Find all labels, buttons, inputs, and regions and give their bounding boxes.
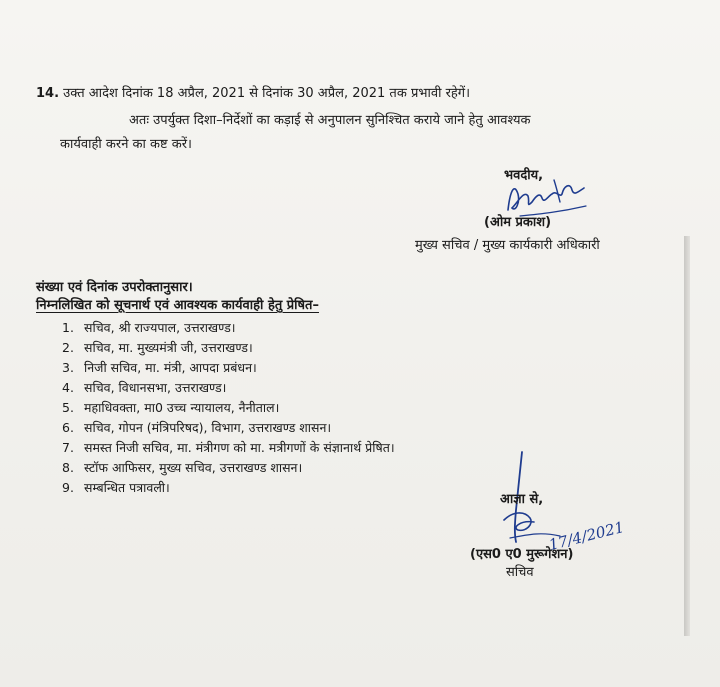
list-item: 5. महाधिवक्ता, मा0 उच्च न्यायालय, नैनीताल। <box>62 400 280 415</box>
forwarded-line: निम्नलिखित को सूचनार्थ एवं आवश्यक कार्यवाही हेतु प्रेषित– <box>36 298 319 313</box>
closing-line-1: अतः उपर्युक्त दिशा–निर्देशों का कड़ाई से अनुपालन सुनिश्चित कराये जाने हेतु आवश्यक <box>129 113 531 128</box>
list-item: 4. सचिव, विधानसभा, उत्तराखण्ड। <box>62 380 227 395</box>
reference-line: संख्या एवं दिनांक उपरोक्तानुसार। <box>36 280 193 295</box>
recipient-list <box>62 318 395 498</box>
closing-line-2: कार्यवाही करने का कष्ट करें। <box>60 137 192 152</box>
secretary-name: (एस0 ए0 मुरूगेशन) <box>470 547 574 562</box>
list-item: 6. सचिव, गोपन (मंत्रिपरिषद), विभाग, उत्तराखण्ड शासन। <box>62 420 332 435</box>
paragraph-number: 14. <box>36 86 60 101</box>
salutation: भवदीय, <box>504 168 544 183</box>
handwritten-date: 17/4/2021 <box>546 517 626 555</box>
secretary-designation: सचिव <box>506 565 534 580</box>
list-item: 2. सचिव, मा. मुख्यमंत्री जी, उत्तराखण्ड। <box>62 340 253 355</box>
list-item: 1. सचिव, श्री राज्यपाल, उत्तराखण्ड। <box>62 320 236 335</box>
paragraph-14 <box>36 86 470 102</box>
signatory-name: (ओम प्रकाश) <box>484 215 552 230</box>
list-item: 9. सम्बन्धित पत्रावली। <box>62 480 170 495</box>
page-edge-shadow <box>684 236 690 636</box>
orders-line: आज्ञा से, <box>500 492 544 507</box>
list-item: 8. स्टॉफ आफिसर, मुख्य सचिव, उत्तराखण्ड शासन। <box>62 460 303 475</box>
list-item: 3. निजी सचिव, मा. मंत्री, आपदा प्रबंधन। <box>62 360 257 375</box>
signatory-designation: मुख्य सचिव / मुख्य कार्यकारी अधिकारी <box>415 238 600 253</box>
paragraph-text: उक्त आदेश दिनांक 18 अप्रैल, 2021 से दिनांक 30 अप्रैल, 2021 तक प्रभावी रहेगें। <box>63 86 471 101</box>
list-item: 7. समस्त निजी सचिव, मा. मंत्रीगण को मा. मत्रीगणों के संज्ञानार्थ प्रेषित। <box>62 440 395 455</box>
